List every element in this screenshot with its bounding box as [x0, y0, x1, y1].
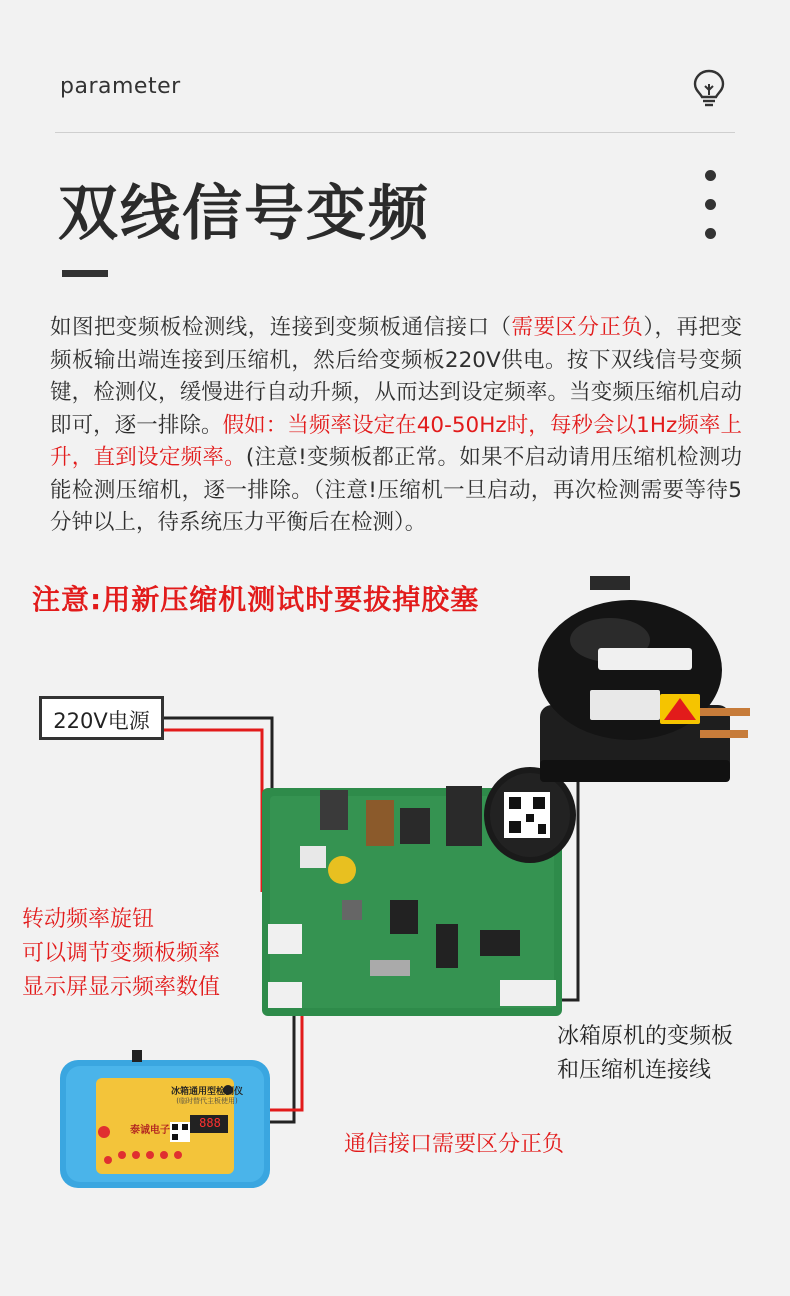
- compressor: [538, 576, 750, 782]
- para-text-3: (注意!变频板都正常。如果不启动请用压缩机检测功能检测压缩机，逐一排除。（注意!压缩机一旦启动，再次检测需要等待5分钟以上，待系统压力平衡后在检测）。: [50, 445, 742, 535]
- power-wire-red: [164, 730, 262, 892]
- device-title: 冰箱通用型检测仪: [170, 1087, 243, 1097]
- inverter-board: [262, 767, 576, 1016]
- para-text-2: ），再把变频板输出端连接到压缩机，然后给变频板220V供电。按下双线信号变频键，检测仪，缓慢进行自动升频，从而达到设定频率。当变频压缩机启动即可，逐一排除。: [50, 315, 742, 438]
- comm-note: 通信接口需要区分正负: [344, 1132, 565, 1157]
- page-title: 双线信号变频: [58, 179, 430, 249]
- device-subtitle: (临时替代主板使用): [176, 1097, 238, 1105]
- knob-note-line-2: 可以调节变频板频率: [22, 941, 221, 966]
- board-note-line-1: 冰箱原机的变频板: [557, 1024, 734, 1049]
- warning-text: 注意:用新压缩机测试时要拔掉胶塞: [32, 583, 480, 616]
- knob-note-line-3: 显示屏显示频率数值: [22, 975, 221, 1000]
- para-text-1: 如图把变频板检测线，连接到变频板通信接口（: [50, 315, 512, 340]
- power-source-label: 220V电源: [39, 696, 164, 740]
- tester-device: [60, 1050, 270, 1188]
- board-note: [557, 1020, 733, 1088]
- para-red-2: 假如：当频率设定在40-50Hz时，每秒会以1Hz频率上升，直到设定频率。: [50, 412, 742, 470]
- para-red-1: 需要区分正负: [511, 315, 644, 340]
- header-label: parameter: [60, 74, 181, 99]
- knob-note-line-1: 转动频率旋钮: [22, 907, 155, 932]
- power-wire-black: [164, 718, 272, 892]
- device-display: 888: [199, 1116, 221, 1130]
- device-brand: 泰诚电子: [130, 1125, 170, 1136]
- board-note-line-2: 和压缩机连接线: [557, 1058, 712, 1083]
- knob-note: [22, 903, 220, 1005]
